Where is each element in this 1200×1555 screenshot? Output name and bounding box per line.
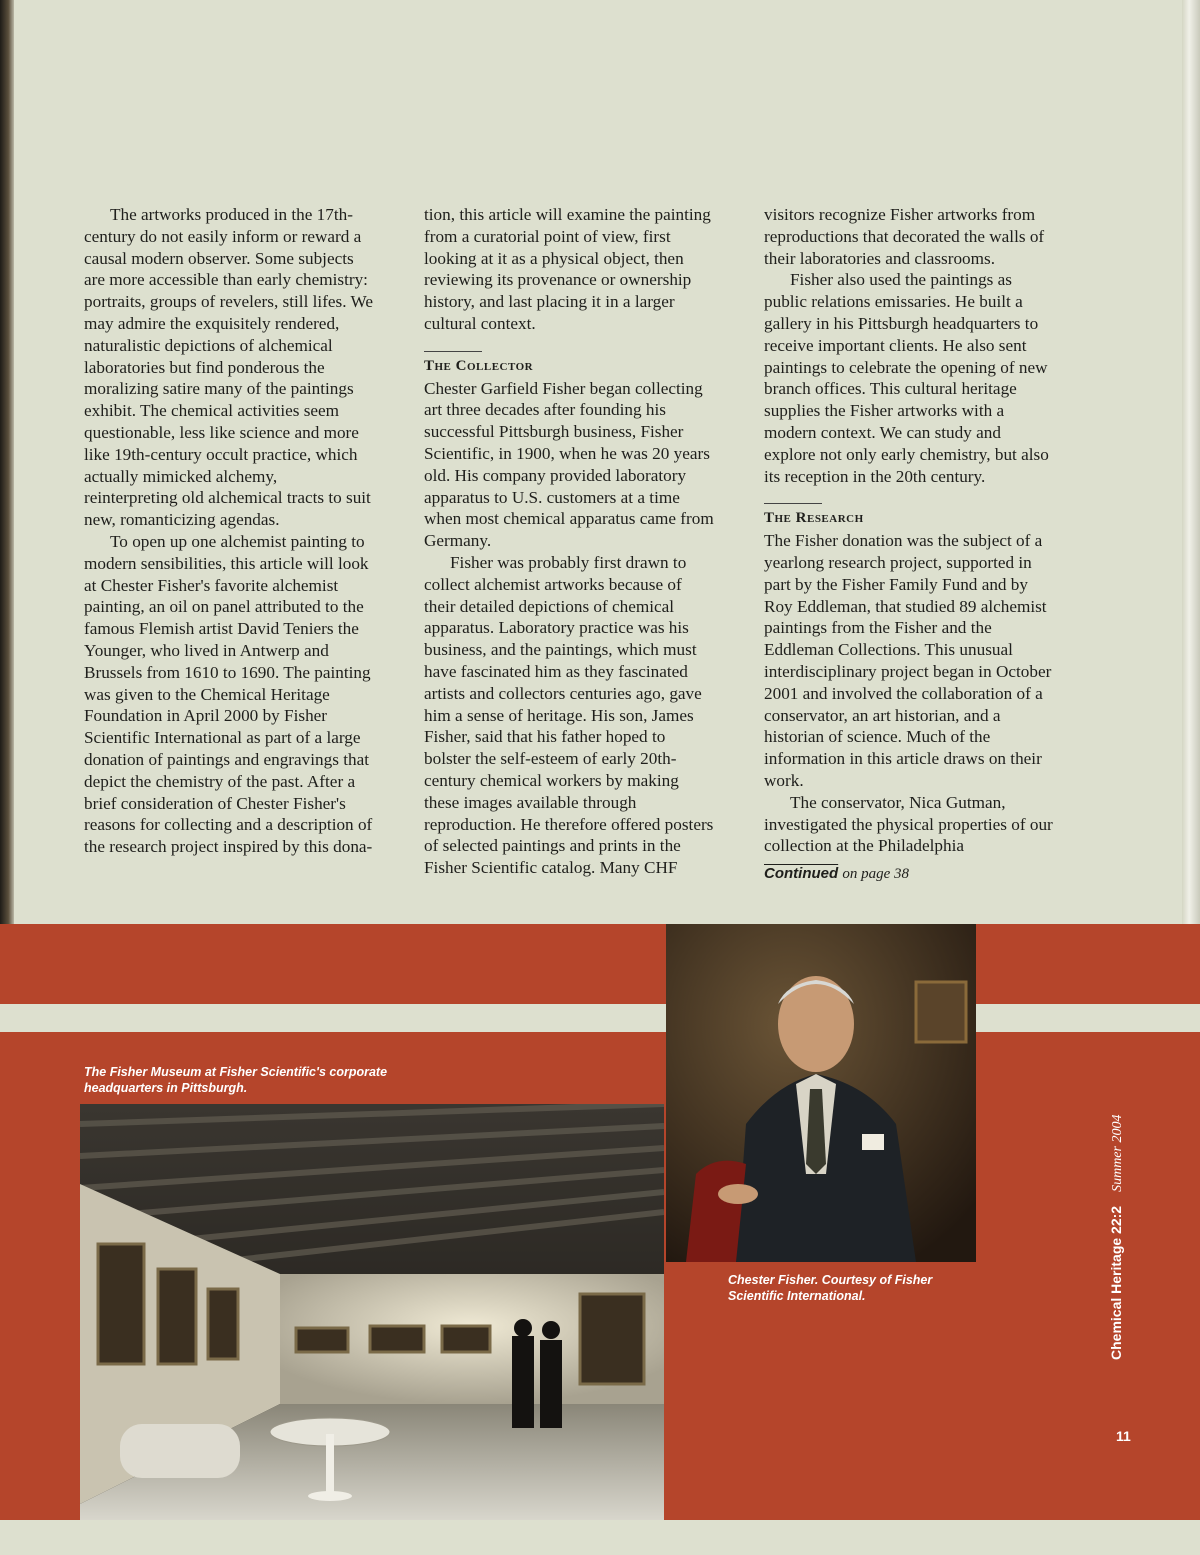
band-separator — [0, 1004, 1200, 1032]
continued-note — [764, 863, 1054, 886]
magazine-title: Chemical Heritage 22:2 — [1108, 1205, 1124, 1360]
paragraph: The Fisher donation was the subject of a yearlong research project, supported in part by the Fisher Family Fund and by Roy Eddleman, that studied 89 alchemist paintings from the Fisher and the Eddleman Collections. This unusual interdisciplinary project began in October 2001 and involved the collaboration of a conservator, an art historian, and a historian of science. Much of the information in this article draws on their work. — [764, 531, 1052, 790]
paragraph: The conservator, Nica Gutman, investigated the physical properties of our collection at the Philadelphia — [764, 792, 1053, 856]
paragraph: The artworks produced in the 17th-century do not easily inform or reward a causal modern observer. Some subjects are more accessible than early chemistry: portraits, groups of revelers, still lifes. We may admire the exquisitely rendered, naturalistic depictions of alchemical laboratories but find ponderous the moralizing satire many of the paintings exhibit. The chemical activities seem questionable, less like science and more like 19th-century occult practice, which actually mimicked alchemy, reinterpreting old alchemical tracts to suit new, romanticizing agendas. — [84, 205, 373, 530]
continued-page: on page 38 — [842, 866, 909, 883]
paragraph: tion, this article will examine the painting from a curatorial point of view, first looking at it as a physical object, then reviewing its provenance or ownership history, and last placing it in a larger cultural context. — [424, 205, 711, 333]
section-heading-research: The Research — [764, 510, 864, 527]
paragraph: Fisher was probably first drawn to collect alchemist artworks because of their detailed depictions of chemical apparatus. Laboratory practice was his business, and the paintings, which must have fascinated him as they fascinated artists and collectors centuries ago, gave him a sense of heritage. His son, James Fisher, said that his father hoped to bolster the self-esteem of early 20th-century chemical workers by making these images available through reproduction. He therefore offered posters of selected paintings and prints in the Fisher Scientific catalog. Many CHF — [424, 552, 714, 878]
article-column-1 — [84, 204, 374, 858]
continued-label: Continued — [764, 865, 839, 883]
section-rule — [424, 351, 482, 352]
issue-date: Summer 2004 — [1110, 1114, 1125, 1192]
bottom-margin — [0, 1520, 1200, 1555]
color-band-top — [0, 924, 1200, 1004]
paragraph: Fisher also used the paintings as public relations emissaries. He built a gallery in his Pittsburgh headquarters to receive important clients. He also sent paintings to celebrate the opening of new branch offices. This cultural heritage supplies the Fisher artworks with a modern context. We can study and explore not only early chemistry, but also its reception in the 20th century. — [764, 270, 1049, 486]
paragraph: visitors recognize Fisher artworks from reproductions that decorated the walls of their laboratories and classrooms. — [764, 205, 1045, 268]
magazine-masthead — [1108, 1114, 1134, 1360]
article-column-3 — [764, 204, 1054, 886]
paragraph: To open up one alchemist painting to modern sensibilities, this article will look at Chester Fisher's favorite alchemist painting, an oil on panel attributed to the famous Flemish artist David Teniers the Younger, who lived in Antwerp and Brussels from 1610 to 1690. The painting was given to the Chemical Heritage Foundation in April 2000 by Fisher Scientific International as part of a large donation of paintings and engravings that depict the chemistry of the past. After a brief consideration of Chester Fisher's reasons for collecting and a description of the research project inspired by this dona- — [84, 531, 373, 857]
article-column-2 — [424, 204, 714, 879]
section-rule — [764, 503, 822, 504]
paragraph: Chester Garfield Fisher began collecting art three decades after founding his successful Pittsburgh business, Fisher Scientific, in 1900, when he was 20 years old. His company provided laboratory apparatus to U.S. customers at a time when most chemical apparatus came from Germany. — [424, 378, 714, 551]
page-number: 11 — [1116, 1428, 1131, 1444]
portrait-caption: Chester Fisher. Courtesy of Fisher Scientific International. — [728, 1273, 933, 1303]
section-heading-collector: The Collector — [424, 357, 534, 374]
portrait-photo — [666, 924, 976, 1262]
museum-caption: The Fisher Museum at Fisher Scientific's corporate headquarters in Pittsburgh. — [84, 1065, 388, 1095]
museum-photo — [80, 1104, 664, 1520]
